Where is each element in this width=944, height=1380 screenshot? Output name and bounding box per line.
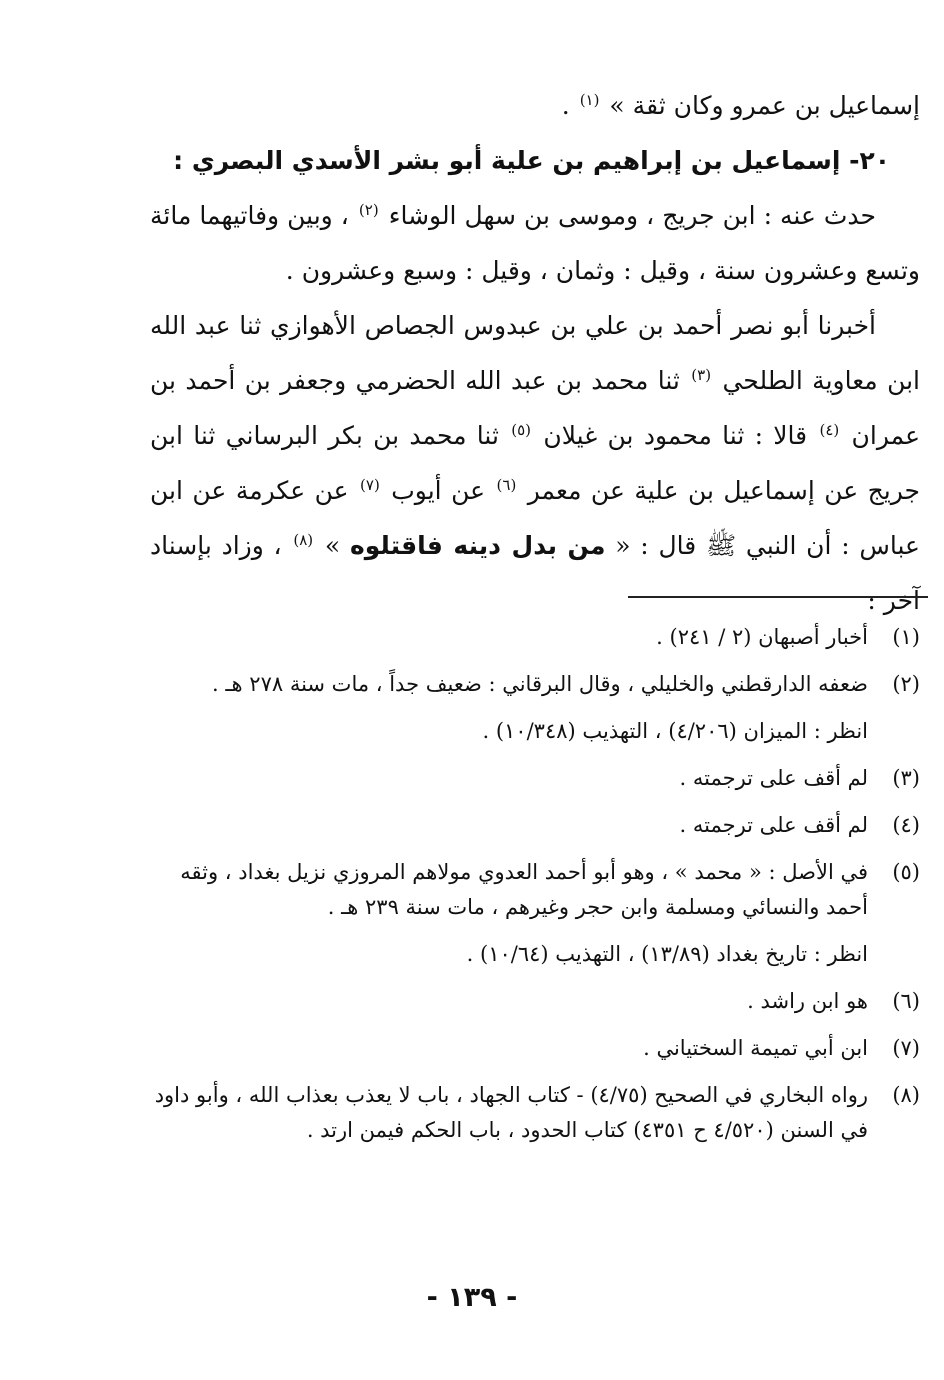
footnote-ref-8[interactable]: (٨) bbox=[293, 530, 314, 549]
footnote-ref-1[interactable]: (١) bbox=[579, 90, 600, 109]
paragraph-1 bbox=[150, 188, 920, 298]
footnote-ref-2[interactable]: (٢) bbox=[358, 200, 379, 219]
footnote-ref-6[interactable]: (٦) bbox=[496, 475, 517, 494]
paragraph-2-text-f: عن عكرمة عن ابن عباس : أن النبي ﷺ قال : « bbox=[150, 476, 920, 560]
footnote-text: ضعفه الدارقطني والخليلي ، وقال البرقاني : ضعيف جداً ، مات سنة ٢٧٨ هـ . bbox=[212, 672, 868, 696]
footnote-1 bbox=[150, 620, 920, 655]
continuation-text: إسماعيل بن عمرو وكان ثقة » bbox=[609, 91, 920, 120]
footnote-body bbox=[150, 855, 868, 972]
footnote-number: (٨) bbox=[892, 1083, 920, 1107]
paragraph-2-text-b: ثنا محمد بن عبد الله الحضرمي وجعفر بن أحمد بن عمران bbox=[150, 366, 921, 450]
paragraph-2-text-e: عن أيوب bbox=[391, 476, 486, 505]
entry-heading: ٢٠- إسماعيل بن إبراهيم بن علية أبو بشر الأسدي البصري : bbox=[173, 146, 890, 175]
footnote-text: رواه البخاري في الصحيح (٤/٧٥) - كتاب الجهاد ، باب لا يعذب بعذاب الله ، وأبو داود في السنن (٤/٥٢٠ ح ٤٣٥١) كتاب الحدود ، باب الحكم فيمن ارتد . bbox=[154, 1083, 868, 1142]
continuation-end: . bbox=[561, 91, 570, 120]
hadith-text: من بدل دينه فاقتلوه bbox=[349, 531, 606, 560]
paragraph-2-text-d: ثنا محمد بن بكر البرساني ثنا ابن جريج عن إسماعيل بن علية عن معمر bbox=[150, 421, 920, 505]
paragraph-1-text-a: حدث عنه : ابن جريج ، وموسى بن سهل الوشاء bbox=[388, 201, 877, 230]
footnote-number: (٣) bbox=[892, 766, 920, 790]
paragraph-2-text-g: » bbox=[324, 531, 341, 560]
paragraph-2-text-a: أخبرنا أبو نصر أحمد بن علي بن عبدوس الجصاص الأهوازي ثنا عبد الله ابن معاوية الطلحي bbox=[150, 311, 920, 395]
footnote-number: (٥) bbox=[892, 860, 920, 884]
footnote-4 bbox=[150, 808, 920, 843]
footnote-text: لم أقف على ترجمته . bbox=[679, 813, 868, 837]
page-number: - ١٣٩ - bbox=[426, 1282, 518, 1313]
footnote-2 bbox=[150, 667, 920, 749]
main-text bbox=[150, 78, 920, 628]
footnote-text: ابن أبي تميمة السختياني . bbox=[643, 1036, 868, 1060]
footnote-number: (٢) bbox=[892, 672, 920, 696]
footnote-text: هو ابن راشد . bbox=[747, 989, 868, 1013]
footnote-ref-3[interactable]: (٣) bbox=[691, 365, 712, 384]
footnote-separator bbox=[628, 596, 928, 598]
footnote-6 bbox=[150, 984, 920, 1019]
paragraph-2-text-c: قالا : ثنا محمود بن غيلان bbox=[543, 421, 808, 450]
footnote-number: (٧) bbox=[892, 1036, 920, 1060]
footnote-number: (٦) bbox=[892, 989, 920, 1013]
footnote-5 bbox=[150, 855, 920, 972]
footnote-number: (١) bbox=[892, 625, 920, 649]
footnote-text: في الأصل : « محمد » ، وهو أبو أحمد العدوي مولاهم المروزي نزيل بغداد ، وثقه أحمد والنسائي ومسلمة وابن حجر وغيرهم ، مات سنة ٢٣٩ هـ . bbox=[180, 860, 868, 919]
footnote-text: لم أقف على ترجمته . bbox=[679, 766, 868, 790]
paragraph-1-text-b: ، وبين وفاتيهما مائة وتسع وعشرون سنة ، وقيل : وثمان ، وقيل : وسبع وعشرون . bbox=[150, 201, 920, 285]
footnote-ref-4[interactable]: (٤) bbox=[819, 420, 840, 439]
paragraph-2 bbox=[150, 298, 920, 628]
footnote-3 bbox=[150, 761, 920, 796]
continuation-line bbox=[150, 78, 920, 133]
footnote-7 bbox=[150, 1031, 920, 1066]
footnote-reference-line: انظر : تاريخ بغداد (١٣/٨٩) ، التهذيب (١٠/٦٤) . bbox=[466, 942, 868, 966]
footnote-reference-line: انظر : الميزان (٤/٢٠٦) ، التهذيب (١٠/٣٤٨) . bbox=[482, 719, 868, 743]
footnote-8 bbox=[150, 1078, 920, 1148]
footnotes bbox=[150, 620, 920, 1160]
footnote-ref-5[interactable]: (٥) bbox=[511, 420, 532, 439]
footnote-ref-7[interactable]: (٧) bbox=[360, 475, 380, 494]
footnote-number: (٤) bbox=[892, 813, 920, 837]
paragraph-2-text-h: ، وزاد بإسناد آخر : bbox=[150, 531, 920, 615]
footnote-text: أخبار أصبهان (٢ / ٢٤١) . bbox=[656, 625, 868, 649]
footnote-body bbox=[150, 667, 868, 749]
